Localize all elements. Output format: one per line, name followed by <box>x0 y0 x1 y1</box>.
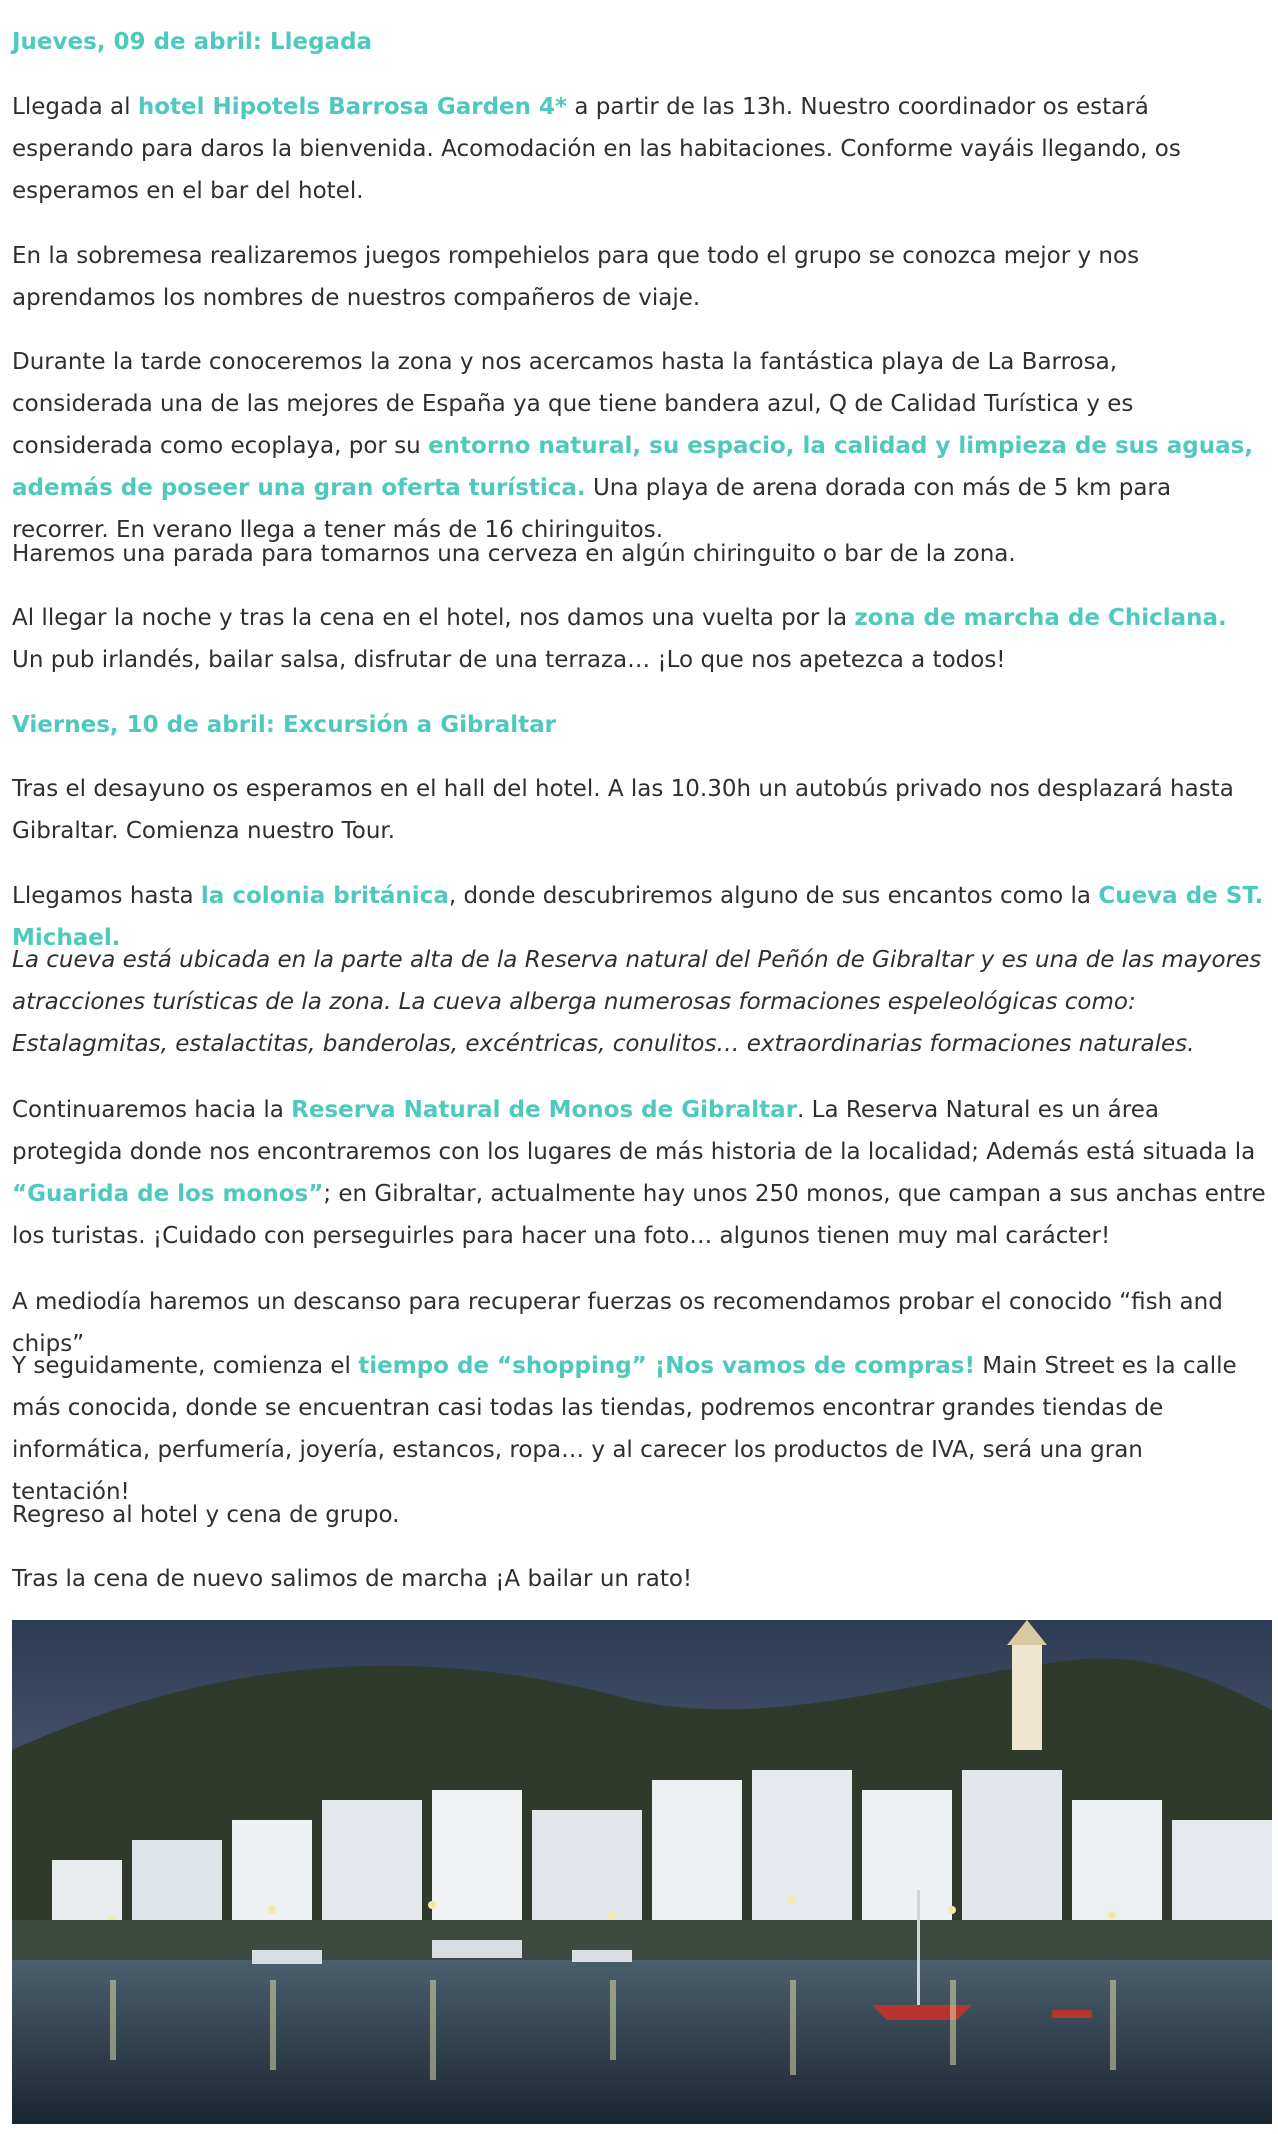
day2-paragraph-7: Regreso al hotel y cena de grupo. <box>12 1502 400 1528</box>
day1-paragraph-1 <box>12 86 1262 212</box>
text: Y seguidamente, comienza el <box>12 1353 359 1379</box>
british-colony-link[interactable]: la colonia británica <box>200 883 449 909</box>
text: Al llegar la noche y tras la cena en el hotel, nos damos una vuelta por la <box>12 605 855 631</box>
village-illustration <box>12 1620 1272 2124</box>
day1-paragraph-2: En la sobremesa realizaremos juegos rompehielos para que todo el grupo se conozca mejor y nos aprendamos los nombres de nuestros compañeros de viaje. <box>12 243 1140 311</box>
hotel-link[interactable]: hotel Hipotels Barrosa Garden 4* <box>137 94 568 120</box>
day2-paragraph-8: Tras la cena de nuevo salimos de marcha ¡A bailar un rato! <box>12 1566 693 1592</box>
text: , donde descubriremos alguno de sus encantos como la <box>448 883 1099 909</box>
nightlife-link[interactable]: zona de marcha de Chiclana. <box>854 605 1227 631</box>
beach-highlight: entorno natural, su espacio, la calidad y limpieza de sus aguas, además de poseer una gran oferta turística. <box>12 433 1254 501</box>
text: Main Street es la calle más conocida, donde se encuentran casi todas las tiendas, podremos encontrar grandes tiendas de informática, perfumería, joyería, estancos, ropa… y al carecer los productos de IVA, será una gran tentación! <box>12 1353 1237 1505</box>
shore <box>12 1920 1272 1960</box>
village-night-photo <box>12 1620 1272 2124</box>
day1-paragraph-3 <box>12 341 1262 551</box>
text: Llegamos hasta <box>12 883 201 909</box>
text: Durante la tarde conoceremos la zona y nos acercamos hasta la fantástica playa de La Barrosa, considerada una de las mejores de España ya que tiene bandera azul, Q de Calidad Turística y es considerada como ecoplaya, por su <box>12 349 1134 459</box>
day1-paragraph-5 <box>12 597 1262 681</box>
monkey-reserve-link[interactable]: Reserva Natural de Monos de Gibraltar <box>291 1097 798 1123</box>
day2-heading: Viernes, 10 de abril: Excursión a Gibraltar <box>12 712 557 738</box>
water <box>12 1960 1272 2124</box>
text: Una playa de arena dorada con más de 5 km para recorrer. En verano llega a tener más de 16 chiringuitos. <box>12 475 1172 543</box>
day2-paragraph-5: A mediodía haremos un descanso para recuperar fuerzas os recomendamos probar el conocido “fish and chips” <box>12 1289 1223 1357</box>
day2-cave-description: La cueva está ubicada en la parte alta de la Reserva natural del Peñón de Gibraltar y es una de las mayores atracciones turísticas de la zona. La cueva alberga numerosas formaciones espeleológicas como: Estalagmitas, estalactitas, banderolas, excéntricas, conulitos… extraordinarias formaciones naturales. <box>12 947 1262 1057</box>
text: Llegada al <box>12 94 138 120</box>
shopping-link[interactable]: tiempo de “shopping” ¡Nos vamos de compras! <box>358 1353 975 1379</box>
text: a partir de las 13h. Nuestro coordinador os estará esperando para daros la bienvenida. Acomodación en las habitaciones. Conforme vayáis llegando, os esperamos en el bar del hotel. <box>12 94 1181 204</box>
cave-link[interactable]: Cueva de ST. Michael. <box>12 883 1264 951</box>
text: . La Reserva Natural es un área protegida donde nos encontraremos con los lugares de más historia de la localidad; Además está situada la <box>12 1097 1256 1165</box>
day2-paragraph-6 <box>12 1345 1262 1513</box>
day2-paragraph-1: Tras el desayuno os esperamos en el hall del hotel. A las 10.30h un autobús privado nos desplazará hasta Gibraltar. Comienza nuestro Tour. <box>12 776 1234 844</box>
day1-heading: Jueves, 09 de abril: Llegada <box>12 29 373 55</box>
text: ; en Gibraltar, actualmente hay unos 250 monos, que campan a sus anchas entre los turistas. ¡Cuidado con perseguirles para hacer una foto… algunos tienen muy mal carácter! <box>12 1181 1266 1249</box>
day2-paragraph-4 <box>12 1089 1274 1257</box>
text: Continuaremos hacia la <box>12 1097 292 1123</box>
text: Un pub irlandés, bailar salsa, disfrutar de una terraza… ¡Lo que nos apetezca a todos! <box>12 647 1006 673</box>
monkey-den-link[interactable]: “Guarida de los monos” <box>12 1181 324 1207</box>
day1-paragraph-4: Haremos una parada para tomarnos una cerveza en algún chiringuito o bar de la zona. <box>12 541 1016 567</box>
